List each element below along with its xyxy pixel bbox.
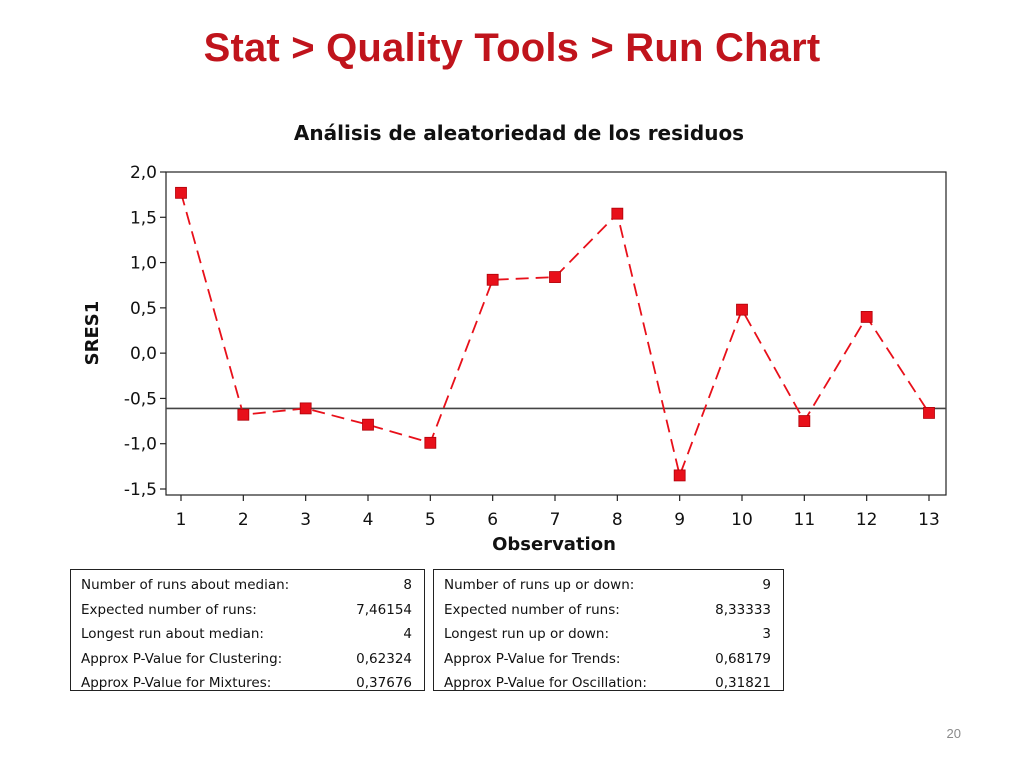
- updown-stat-label: Number of runs up or down:: [444, 577, 635, 593]
- median-stat-value: 7,46154: [356, 601, 412, 618]
- data-point-marker: [799, 416, 810, 427]
- updown-stat-row: [444, 671, 771, 696]
- y-tick-label: -1,5: [123, 480, 157, 500]
- data-point-marker: [550, 272, 561, 283]
- data-point-marker: [300, 403, 311, 414]
- median-stat-label: Number of runs about median:: [81, 577, 290, 593]
- x-tick-label: 12: [855, 510, 878, 530]
- data-point-marker: [363, 419, 374, 430]
- y-tick-label: 0,0: [129, 344, 157, 365]
- x-tick-label: 9: [674, 510, 686, 530]
- y-tick-label: -0,5: [123, 389, 157, 410]
- updown-stat-value: 9: [762, 577, 771, 593]
- median-stat-label: Approx P-Value for Mixtures:: [81, 675, 272, 691]
- data-point-marker: [861, 311, 872, 322]
- x-tick-label: 5: [424, 510, 436, 530]
- series-line: [181, 193, 929, 476]
- data-point-marker: [612, 208, 623, 219]
- x-axis-label: Observation: [492, 534, 616, 555]
- updown-stat-label: Approx P-Value for Trends:: [444, 650, 621, 667]
- data-point-marker: [487, 274, 498, 285]
- data-point-marker: [737, 304, 748, 315]
- data-point-marker: [674, 470, 685, 481]
- runs-about-median-stats: [70, 569, 425, 691]
- median-stat-value: 0,62324: [356, 650, 412, 667]
- y-tick-label: 2,0: [129, 163, 157, 183]
- updown-stat-row: [444, 622, 771, 647]
- x-tick-label: 3: [300, 510, 312, 530]
- updown-stat-label: Longest run up or down:: [444, 626, 610, 642]
- y-tick-label: 0,5: [129, 298, 157, 319]
- updown-stat-value: 0,68179: [715, 650, 771, 667]
- updown-stat-value: 8,33333: [715, 601, 771, 618]
- updown-stat-value: 3: [762, 626, 771, 642]
- slide-title: Stat > Quality Tools > Run Chart: [203, 26, 821, 70]
- page-number: 20: [946, 726, 961, 741]
- y-tick-label: 1,0: [129, 253, 157, 274]
- data-markers: [176, 187, 935, 481]
- updown-stat-row: [444, 573, 771, 598]
- data-point-marker: [924, 407, 935, 418]
- y-axis: [124, 163, 166, 500]
- plot-area-frame: [166, 172, 946, 495]
- x-tick-label: 4: [362, 510, 374, 530]
- median-stat-row: [81, 573, 412, 598]
- updown-stat-label: Expected number of runs:: [444, 601, 620, 618]
- y-tick-label: 1,5: [129, 208, 157, 229]
- data-point-marker: [176, 187, 187, 198]
- runs-up-or-down-stats: [433, 569, 784, 691]
- data-point-marker: [238, 409, 249, 420]
- x-tick-label: 13: [918, 510, 940, 530]
- updown-stat-row: [444, 647, 771, 672]
- updown-stat-label: Approx P-Value for Oscillation:: [444, 675, 647, 691]
- x-tick-label: 10: [731, 510, 753, 530]
- median-stat-row: [81, 622, 412, 647]
- median-stat-row: [81, 671, 412, 696]
- x-tick-label: 1: [175, 510, 187, 530]
- median-stat-label: Longest run about median:: [81, 626, 264, 642]
- median-stat-value: 0,37676: [356, 675, 412, 691]
- median-stat-value: 4: [403, 626, 412, 642]
- data-point-marker: [425, 437, 436, 448]
- x-tick-label: 6: [487, 510, 499, 530]
- median-stat-row: [81, 647, 412, 672]
- x-tick-label: 7: [549, 510, 561, 530]
- updown-stat-value: 0,31821: [715, 675, 771, 691]
- x-tick-label: 11: [793, 510, 816, 530]
- updown-stat-row: [444, 598, 771, 623]
- x-tick-label: 2: [237, 510, 249, 530]
- median-stat-label: Expected number of runs:: [81, 601, 257, 618]
- chart-title: Análisis de aleatoriedad de los residuos: [293, 121, 745, 145]
- median-stat-value: 8: [403, 577, 412, 593]
- x-tick-label: 8: [611, 510, 623, 530]
- median-stat-row: [81, 598, 412, 623]
- x-axis: [176, 495, 940, 530]
- y-axis-label: SRES1: [82, 300, 103, 366]
- y-tick-label: -1,0: [123, 434, 157, 455]
- median-stat-label: Approx P-Value for Clustering:: [81, 650, 283, 667]
